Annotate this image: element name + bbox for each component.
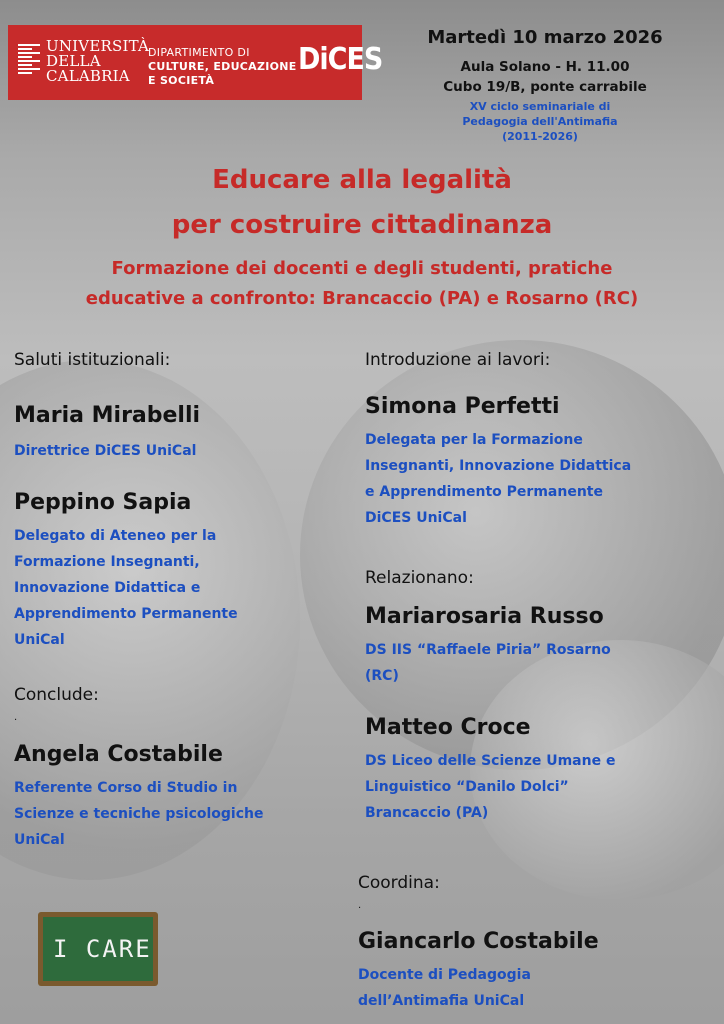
department-name: DIPARTIMENTO DI CULTURE, EDUCAZIONE E SOCIETÀ bbox=[148, 46, 297, 87]
intro-heading: Introduzione ai lavori: bbox=[365, 350, 551, 370]
speaker-name-perfetti: Simona Perfetti bbox=[365, 394, 560, 419]
speaker-name-croce: Matteo Croce bbox=[365, 715, 531, 740]
event-date: Martedì 10 marzo 2026 bbox=[427, 27, 663, 48]
event-room: Aula Solano - H. 11.00 bbox=[460, 59, 630, 75]
speaker-name-giancarlo-costabile: Giancarlo Costabile bbox=[358, 929, 599, 954]
coordina-dot: . bbox=[358, 900, 362, 911]
dices-logo: DiCES bbox=[298, 42, 383, 77]
relazionano-heading: Relazionano: bbox=[365, 568, 474, 588]
conclude-heading: Conclude: bbox=[14, 685, 99, 705]
speaker-role-angela-costabile: Referente Corso di Studio in Scienze e tecniche psicologiche UniCal bbox=[14, 780, 264, 848]
title-line-2: per costruire cittadinanza bbox=[171, 210, 553, 240]
speaker-role-croce: DS Liceo delle Scienze Umane e Linguistico “Danilo Dolci” Brancaccio (PA) bbox=[365, 753, 616, 821]
speaker-name-angela-costabile: Angela Costabile bbox=[14, 742, 223, 767]
speaker-name-mirabelli: Maria Mirabelli bbox=[14, 403, 201, 428]
speaker-name-russo: Mariarosaria Russo bbox=[365, 604, 604, 629]
subtitle-line-2: educative a confronto: Brancaccio (PA) e Rosarno (RC) bbox=[85, 288, 639, 309]
coordina-heading: Coordina: bbox=[358, 873, 440, 893]
conclude-dot: . bbox=[14, 712, 18, 723]
speaker-role-perfetti: Delegata per la Formazione Insegnanti, Innovazione Didattica e Apprendimento Permanente DiCES UniCal bbox=[365, 432, 632, 526]
speaker-role-sapia: Delegato di Ateneo per la Formazione Insegnanti, Innovazione Didattica e Apprendimento Permanente UniCal bbox=[14, 528, 238, 648]
university-logo-bar bbox=[8, 25, 383, 100]
speaker-role-giancarlo-costabile: Docente di Pedagogia dell’Antimafia UniCal bbox=[358, 967, 531, 1009]
speaker-role-russo: DS IIS “Raffaele Piria” Rosarno (RC) bbox=[365, 642, 611, 684]
saluti-heading: Saluti istituzionali: bbox=[14, 350, 171, 370]
subtitle-line-1: Formazione dei docenti e degli studenti, pratiche bbox=[111, 258, 613, 279]
university-emblem-icon bbox=[18, 44, 40, 76]
university-name: UNIVERSITÀ DELLA CALABRIA bbox=[46, 37, 149, 85]
title-line-1: Educare alla legalità bbox=[212, 165, 512, 195]
event-building: Cubo 19/B, ponte carrabile bbox=[443, 79, 647, 95]
speaker-role-mirabelli: Direttrice DiCES UniCal bbox=[14, 443, 197, 459]
seminar-cycle: XV ciclo seminariale di Pedagogia dell'Antimafia (2011-2026) bbox=[462, 100, 618, 143]
i-care-text: I CARE bbox=[53, 935, 152, 963]
speaker-name-sapia: Peppino Sapia bbox=[14, 490, 192, 515]
i-care-chalkboard bbox=[38, 912, 158, 986]
